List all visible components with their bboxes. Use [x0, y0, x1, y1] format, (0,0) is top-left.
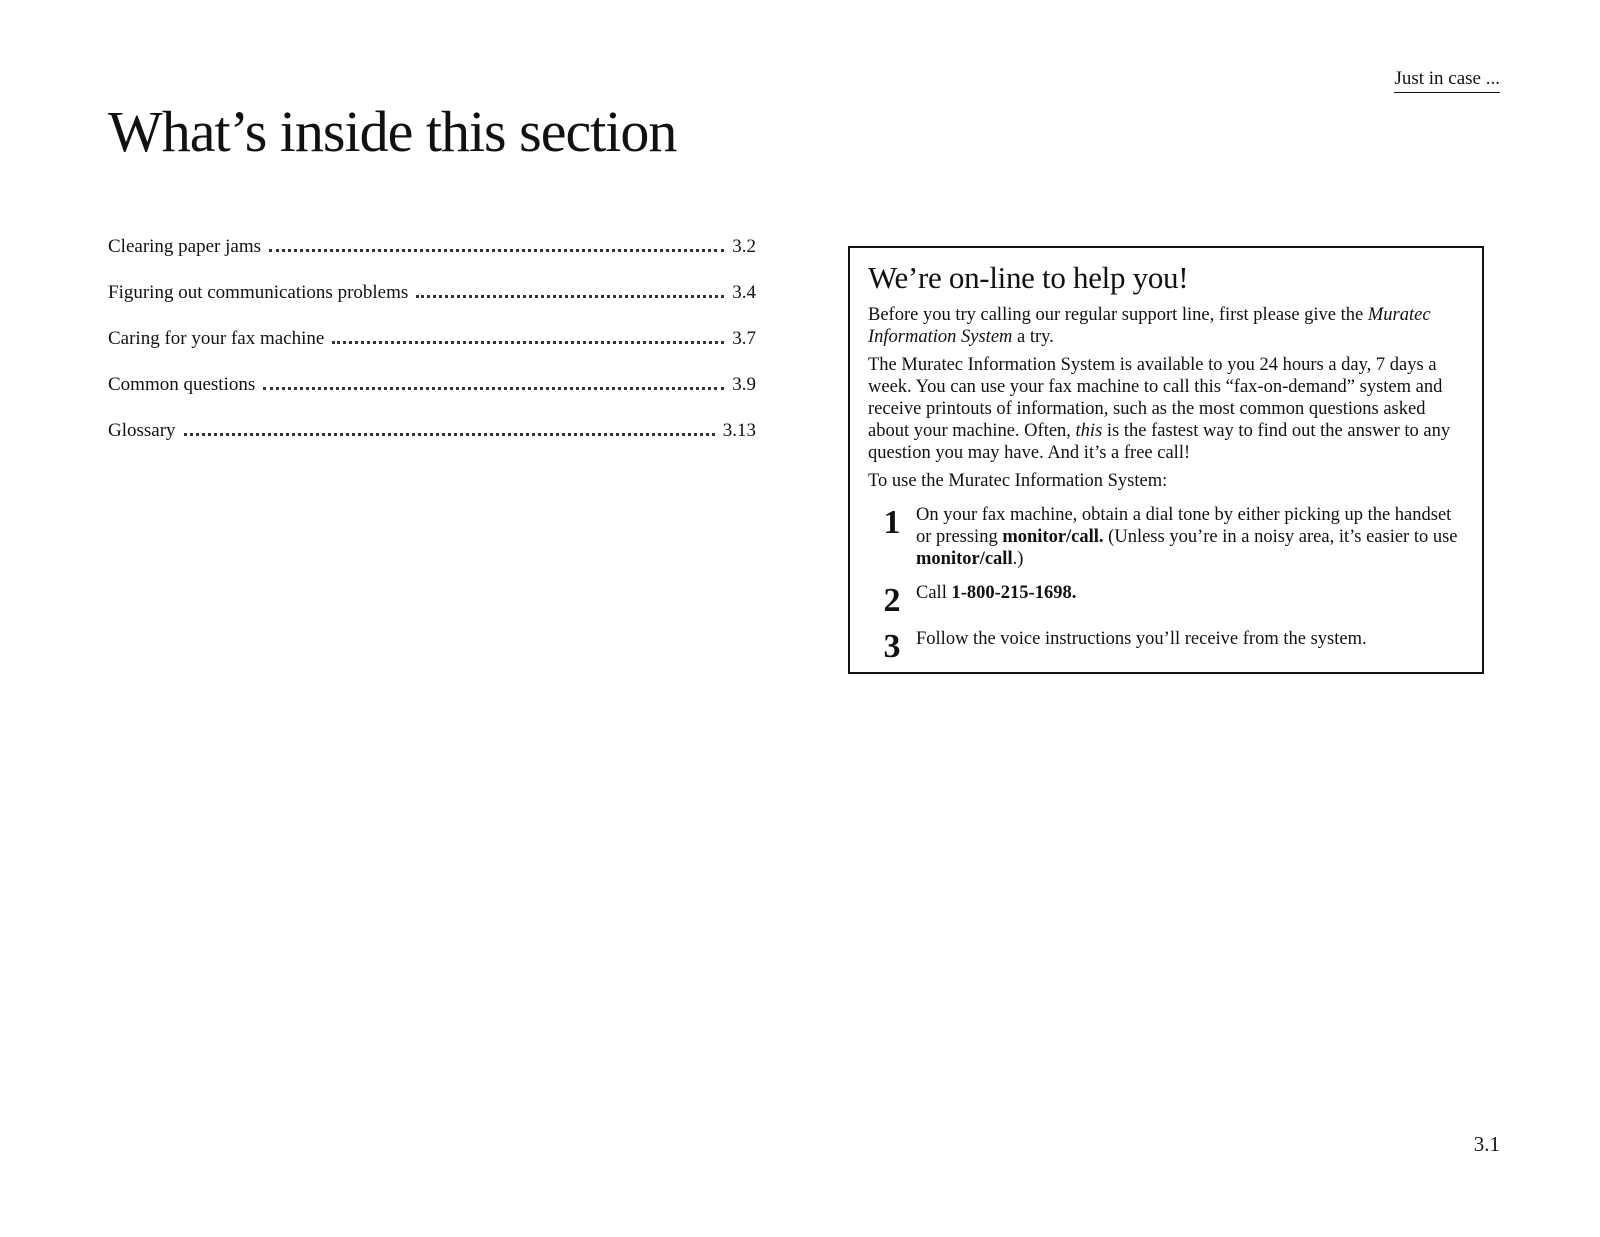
table-of-contents — [108, 236, 756, 466]
toc-label: Figuring out communications problems — [108, 282, 409, 303]
running-head: Just in case ... — [1394, 68, 1500, 93]
toc-entry-caring-for-fax[interactable] — [108, 328, 756, 374]
toc-label: Glossary — [108, 420, 176, 441]
text-span: is the fastest way to find out the answer to any question you may have. And it’s a free call! — [868, 421, 1451, 463]
text-span: Before you try calling our regular support line, first please give the — [868, 305, 1368, 325]
page-title: What’s inside this section — [108, 99, 677, 164]
toc-entry-communications-problems[interactable] — [108, 282, 756, 328]
step-number: 3 — [883, 628, 901, 665]
support-instructions-lead: To use the Muratec Information System: — [868, 471, 1168, 491]
toc-page-number: 3.4 — [732, 282, 756, 303]
step-1 — [868, 504, 1464, 570]
step-number: 1 — [883, 504, 901, 541]
toc-leader — [269, 249, 724, 252]
toc-label: Caring for your fax machine — [108, 328, 325, 349]
step-text — [916, 504, 1464, 570]
toc-label: Common questions — [108, 374, 256, 395]
toc-page-number: 3.2 — [732, 236, 756, 257]
toc-page-number: 3.7 — [732, 328, 756, 349]
step-2 — [868, 582, 1464, 619]
toc-entry-clearing-paper-jams[interactable] — [108, 236, 756, 282]
toc-leader — [416, 295, 724, 298]
toc-entry-common-questions[interactable] — [108, 374, 756, 420]
text-span: On your fax machine, obtain a dial tone by either picking up the handset or pressing — [916, 505, 1452, 547]
system-name-emphasis: Muratec Information System — [868, 305, 1431, 347]
step-3 — [868, 628, 1464, 665]
text-span: The Muratec Information System is available to you 24 hours a day, 7 days a week. You can use your fax machine to call this “fax-on-demand” system and receive printouts of information, such as the most common questions asked about your machine. Often, — [868, 355, 1443, 441]
toc-page-number: 3.9 — [732, 374, 756, 395]
support-intro-paragraph — [868, 304, 1464, 348]
text-span: a try. — [1012, 327, 1054, 347]
support-box-title: We’re on-line to help you! — [868, 260, 1189, 295]
toc-leader — [184, 433, 715, 436]
steps-list — [868, 504, 1464, 665]
text-span: .) — [1012, 549, 1024, 569]
text-span: (Unless you’re in a noisy area, it’s easier to use — [1103, 527, 1458, 547]
toc-entry-glossary[interactable] — [108, 420, 756, 466]
key-name-bold: monitor/call. — [1002, 527, 1104, 547]
toc-leader — [332, 341, 724, 344]
text-span: Call — [916, 583, 952, 603]
step-text: Follow the voice instructions you’ll receive from the system. — [916, 629, 1367, 649]
toc-label: Clearing paper jams — [108, 236, 262, 257]
phone-number: 1-800-215-1698. — [951, 583, 1077, 603]
emphasis-this: this — [1075, 421, 1103, 441]
support-info-box — [848, 246, 1484, 674]
toc-page-number: 3.13 — [722, 420, 756, 441]
key-name-bold: monitor/call — [916, 549, 1013, 569]
support-description-paragraph — [868, 354, 1464, 464]
step-text — [916, 582, 1464, 604]
toc-leader — [263, 387, 724, 390]
step-number: 2 — [883, 582, 901, 619]
page-number: 3.1 — [1473, 1132, 1500, 1156]
